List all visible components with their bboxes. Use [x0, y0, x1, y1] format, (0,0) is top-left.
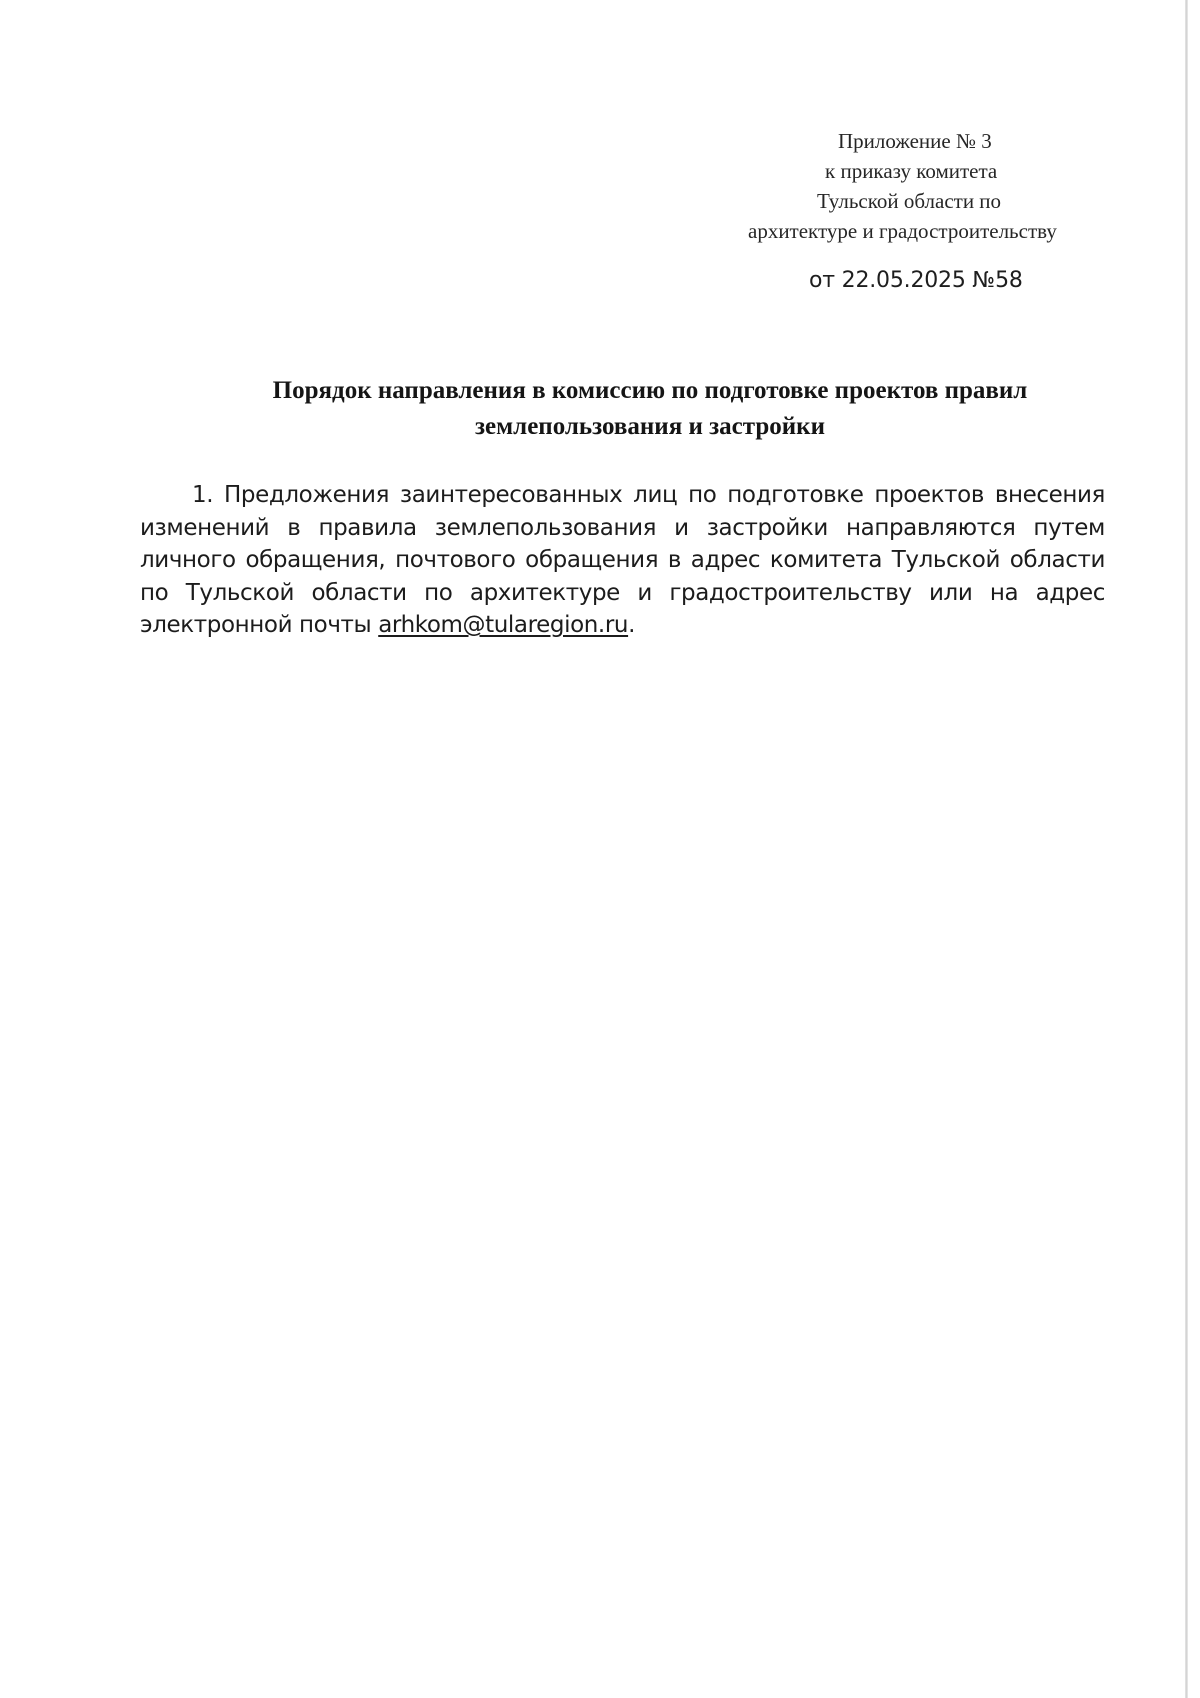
appendix-region: Тульской области по	[817, 189, 1002, 213]
email-link[interactable]: arhkom@tularegion.ru	[378, 612, 629, 638]
order-date-number: от 22.05.2025 №58	[809, 268, 1023, 293]
paragraph-1-line-1: 1. Предложения заинтересованных лиц по подготовке проектов внесения	[192, 482, 1105, 508]
appendix-order-ref: к приказу комитета	[825, 159, 998, 183]
appendix-number: Приложение № 3	[838, 129, 992, 153]
document-title	[200, 373, 1100, 445]
document-title-line-1: Порядок направления в комиссию по подготовке проектов правил	[272, 377, 1028, 404]
paragraph-1-line-3: личного обращения, почтового обращения в адрес комитета Тульской области	[140, 547, 1105, 573]
scan-page-edge	[1185, 0, 1188, 1698]
email-suffix: .	[628, 612, 636, 638]
document-title-line-2: землепользования и застройки	[475, 413, 825, 440]
email-prefix: электронной почты	[140, 612, 379, 638]
paragraph-1-line-2: изменений в правила землепользования и застройки направляются путем	[140, 514, 1105, 541]
paragraph-1-line-4: по Тульской области по архитектуре и градостроительству или на адрес	[140, 579, 1105, 606]
paragraph-1-line-5	[140, 609, 1105, 642]
paragraph-1	[140, 479, 1105, 642]
appendix-committee: архитектуре и градостроительству	[748, 219, 1057, 243]
